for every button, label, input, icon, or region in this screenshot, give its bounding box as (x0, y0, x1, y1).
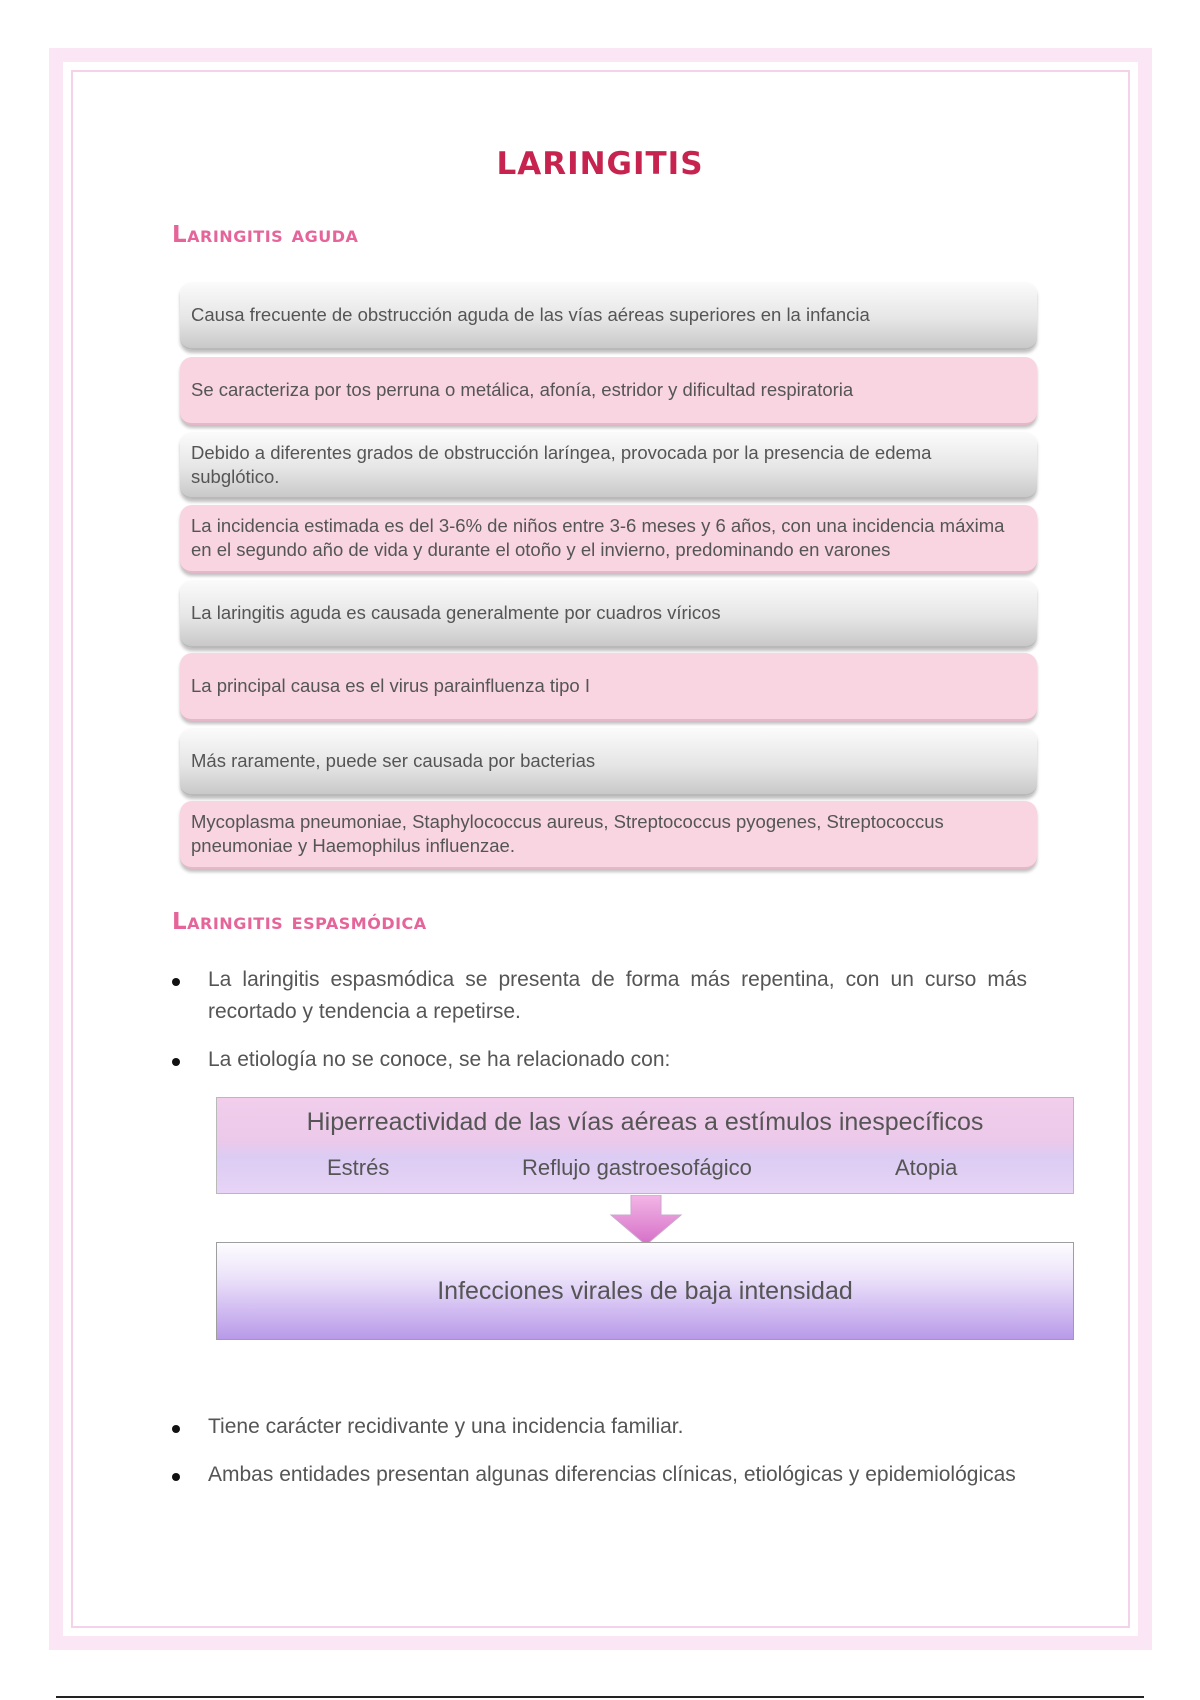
acute-item: Más raramente, puede ser causada por bacterias (180, 728, 1037, 796)
acute-item: Se caracteriza por tos perruna o metálica, afonía, estridor y dificultad respiratoria (180, 357, 1037, 425)
acute-item: La incidencia estimada es del 3-6% de niños entre 3-6 meses y 6 años, con una incidencia máxima en el segundo año de vida y durante el otoño y el invierno, predominando en varones (180, 505, 1037, 573)
list-item-text: Tiene carácter recidivante y una incidencia familiar. (208, 1415, 684, 1438)
acute-item: La principal causa es el virus parainfluenza tipo I (180, 653, 1037, 721)
bottom-rule (56, 1696, 1144, 1698)
page-title: LARINGITIS (496, 146, 704, 182)
bullet-icon (172, 1473, 180, 1481)
diagram-top-items (217, 1155, 1073, 1185)
acute-item: Causa frecuente de obstrucción aguda de las vías aéreas superiores en la infancia (180, 282, 1037, 350)
list-item-text: Ambas entidades presentan algunas diferencias clínicas, etiológicas y epidemiológicas (208, 1463, 1016, 1486)
acute-item: Mycoplasma pneumoniae, Staphylococcus aureus, Streptococcus pyogenes, Streptococcus pneumoniae y Haemophilus influenzae. (180, 801, 1037, 869)
list-item (172, 1411, 1027, 1443)
diagram-item-reflux: Reflujo gastroesofágico (522, 1155, 752, 1180)
list-item-text: La laringitis espasmódica se presenta de forma más repentina, con un curso más recortado y tendencia a repetirse. (208, 968, 1027, 1023)
diagram-item-atopy: Atopia (895, 1155, 958, 1180)
list-item-text: La etiología no se conoce, se ha relacionado con: (208, 1048, 671, 1071)
bullet-icon (172, 1058, 180, 1066)
bullet-icon (172, 1425, 180, 1433)
acute-item: La laringitis aguda es causada generalmente por cuadros víricos (180, 580, 1037, 648)
bullet-icon (172, 978, 180, 986)
list-item (172, 964, 1027, 1028)
diagram-item-stress: Estrés (327, 1155, 390, 1180)
section-heading-spasmodic: Laringitis espasmódica (172, 909, 427, 935)
spasmodic-bullets-before (172, 964, 1027, 1076)
section-heading-acute: Laringitis aguda (172, 222, 359, 248)
list-item (172, 1459, 1027, 1491)
diagram-top-title: Hiperreactividad de las vías aéreas a estímulos inespecíficos (306, 1108, 984, 1136)
spasmodic-bullets-after (172, 1411, 1027, 1491)
etiology-diagram-bottom: Infecciones virales de baja intensidad (216, 1242, 1074, 1340)
down-arrow-icon (609, 1195, 683, 1247)
list-item (172, 1044, 1027, 1076)
etiology-diagram-top (216, 1097, 1074, 1194)
acute-item: Debido a diferentes grados de obstrucción laríngea, provocada por la presencia de edema subglótico. (180, 432, 1037, 499)
